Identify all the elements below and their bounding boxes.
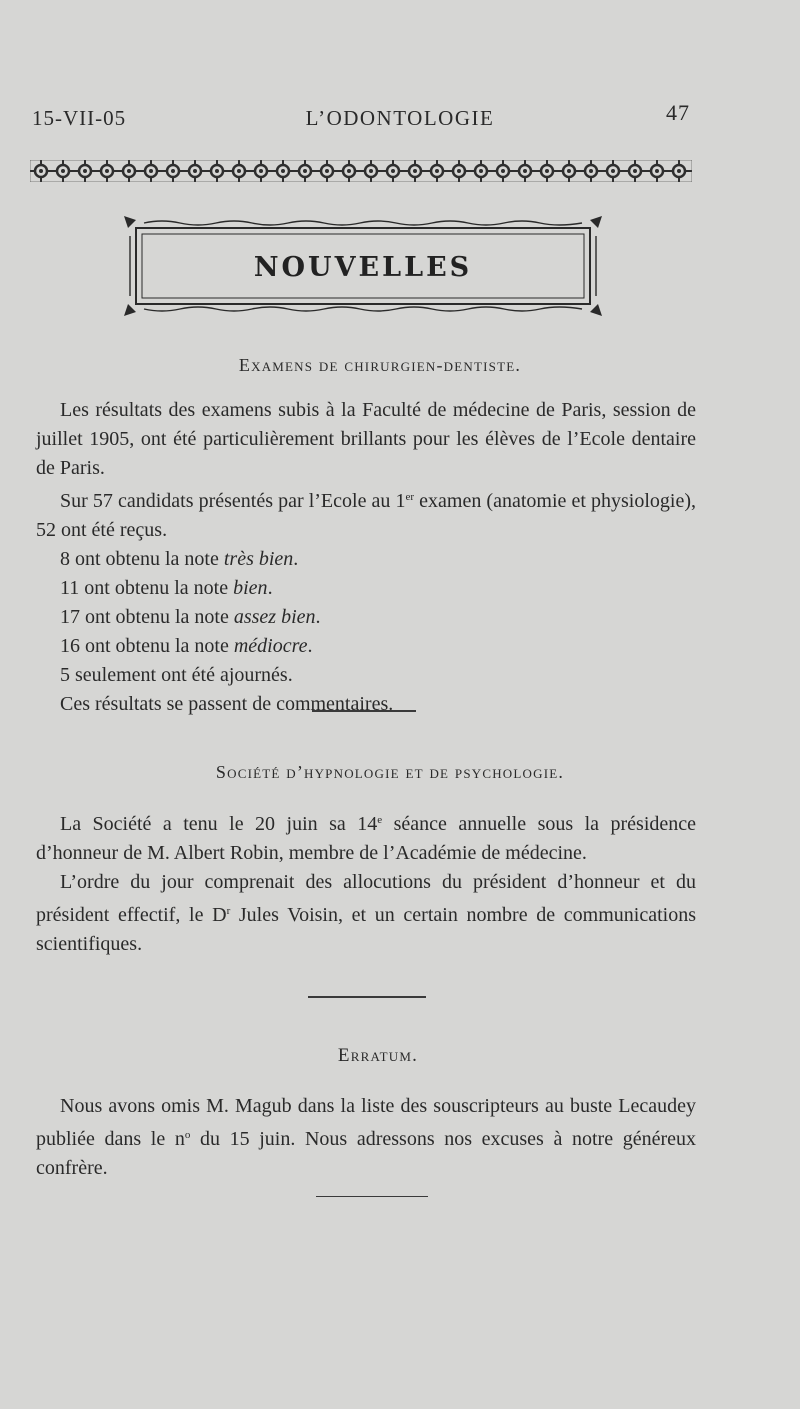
examens-paragraph-1: Les résultats des examens subis à la Faculté de médecine de Paris, session de juillet 1905, ont été particulièrement brillants pour les élèves de l’Ecole dentaire de Paris. bbox=[36, 399, 696, 479]
result-line: 11 ont obtenu la note bien. bbox=[60, 577, 273, 599]
ornament-band bbox=[30, 160, 692, 182]
running-head bbox=[0, 100, 800, 140]
societe-section bbox=[36, 806, 696, 959]
societe-paragraph-1: La Société a tenu le 20 juin sa 14e séance annuelle sous la présidence d’honneur de M. Albert Robin, membre de l’Académie de médecine. bbox=[36, 813, 697, 864]
ajournes-line: 5 seulement ont été ajournés. bbox=[60, 664, 293, 686]
societe-heading: Société d’hypnologie et de psychologie. bbox=[215, 762, 565, 782]
commentaires-line: Ces résultats se passent de commentaires. bbox=[60, 693, 394, 715]
erratum-section bbox=[36, 1092, 696, 1183]
examens-paragraph-2: Sur 57 candidats présentés par l’Ecole au 1er examen (anatomie et physiologie), 52 ont été reçus. bbox=[36, 490, 696, 541]
nouvelles-banner bbox=[122, 214, 604, 318]
societe-paragraph-2: L’ordre du jour comprenait des allocutions du président d’honneur et du président effectif, le $D^r$ Jules Voisin, et un certain nombre de communications scientifiques. bbox=[36, 871, 696, 955]
end-divider bbox=[316, 1196, 428, 1197]
page-number: 47 bbox=[666, 100, 690, 125]
banner-title: NOUVELLES bbox=[253, 252, 473, 283]
section-divider bbox=[308, 996, 426, 998]
examens-heading: Examens de chirurgien-dentiste. bbox=[238, 355, 522, 375]
result-line: 16 ont obtenu la note médiocre. bbox=[60, 635, 313, 657]
section-divider bbox=[312, 710, 416, 712]
journal-title: L’ODONTOLOGIE bbox=[305, 106, 495, 130]
examens-section bbox=[36, 396, 696, 719]
result-line: 8 ont obtenu la note très bien. bbox=[60, 548, 299, 570]
erratum-heading: Erratum. bbox=[337, 1045, 419, 1066]
issue-date: 15-VII-05 bbox=[32, 106, 127, 130]
result-line: 17 ont obtenu la note assez bien. bbox=[60, 606, 321, 628]
erratum-paragraph: Nous avons omis M. Magub dans la liste des souscripteurs au buste Lecaudey publiée dans le $n^o$ du 15 juin. Nous adressons nos excuses à notre généreux confrère. bbox=[36, 1095, 696, 1179]
